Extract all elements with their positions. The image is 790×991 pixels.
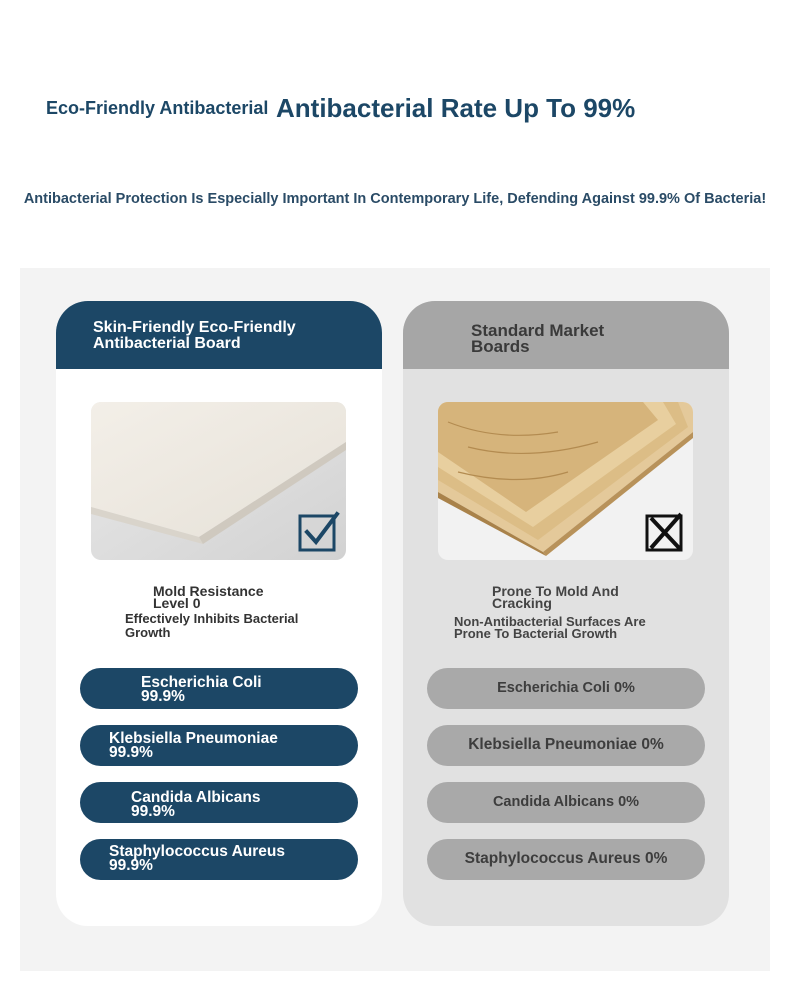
standard-rate-pill (427, 668, 705, 709)
standard-rate-pill (427, 782, 705, 823)
standard-rate-pill (427, 839, 705, 880)
eco-rate-name: Staphylococcus Aureus (109, 843, 286, 860)
standard-rate-label: Escherichia Coli 0% (497, 680, 635, 696)
eco-rate-value: 99.9% (109, 744, 153, 761)
eco-feature-title: Mold Resistance Level 0 (153, 583, 264, 611)
comparison-panel (20, 268, 770, 971)
standard-rate-label: Klebsiella Pneumoniae 0% (468, 736, 664, 753)
page-title: Antibacterial Rate Up To 99% (276, 93, 636, 123)
eco-rate-name: Candida Albicans (131, 789, 261, 806)
eco-feature-desc: Effectively Inhibits Bacterial Growth (125, 611, 299, 640)
header-tag: Eco-Friendly Antibacterial (46, 98, 269, 118)
eco-rate-pill (80, 668, 358, 709)
cross-box-icon (644, 510, 688, 554)
standard-board-photo (438, 402, 693, 560)
standard-feature-desc: Non-Antibacterial Surfaces Are Prone To Bacterial Growth (454, 614, 646, 641)
eco-board-title: Skin-Friendly Eco-Friendly Antibacterial Board (93, 319, 296, 352)
eco-rate-pill (80, 839, 358, 880)
check-box-icon (297, 510, 341, 554)
standard-rate-pill (427, 725, 705, 766)
standard-board-card (403, 301, 729, 926)
page-subtitle: Antibacterial Protection Is Especially Important In Contemporary Life, Defending Against 99.9% Of Bacteria! (23, 191, 767, 207)
standard-rate-label: Staphylococcus Aureus 0% (464, 850, 668, 867)
standard-board-title: Standard Market Boards (471, 321, 605, 356)
eco-rate-value: 99.9% (141, 688, 185, 705)
eco-rate-name: Klebsiella Pneumoniae (109, 730, 278, 747)
eco-rate-pill (80, 782, 358, 823)
standard-board-card-header (403, 301, 729, 369)
eco-rate-pill (80, 725, 358, 766)
eco-rate-value: 99.9% (131, 803, 175, 820)
eco-board-card (56, 301, 382, 926)
eco-board-photo (91, 402, 346, 560)
standard-rate-label: Candida Albicans 0% (492, 794, 640, 810)
eco-rate-value: 99.9% (109, 857, 153, 874)
standard-feature-title: Prone To Mold And Cracking (492, 583, 619, 611)
eco-rate-name: Escherichia Coli (141, 674, 262, 691)
eco-board-card-header (56, 301, 382, 369)
